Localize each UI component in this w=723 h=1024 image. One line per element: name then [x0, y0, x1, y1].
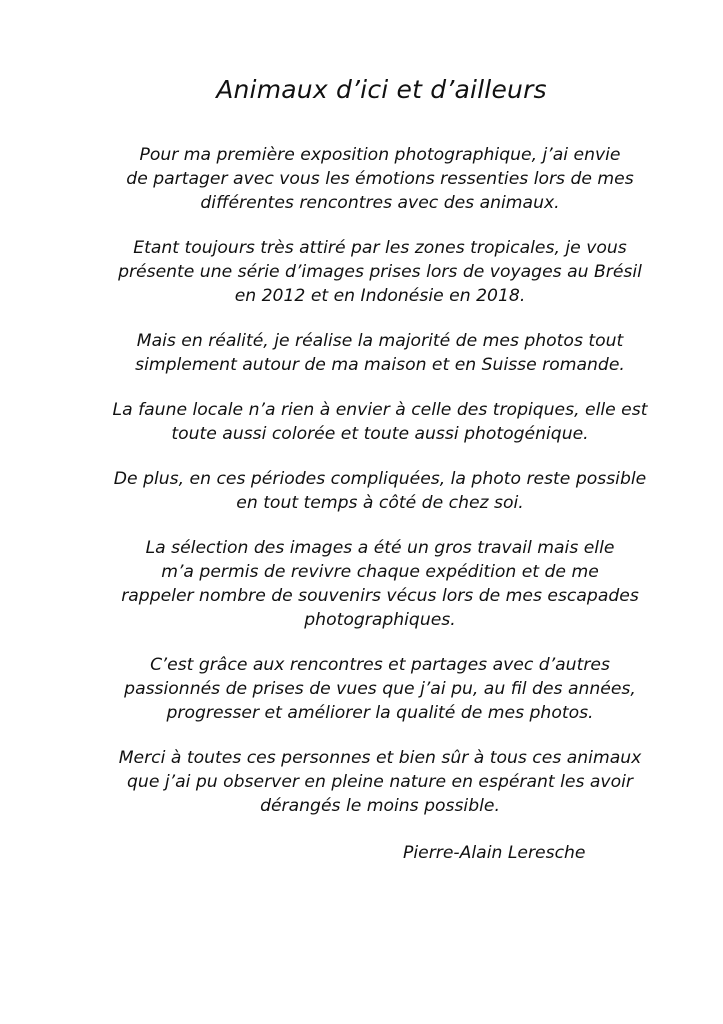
- paragraph-local-fauna: La faune locale n’a rien à envier à celle des tropiques, elle est toute aussi colorée et toute aussi photogénique.: [112, 400, 648, 444]
- author-signature: Pierre-Alain Leresche: [403, 843, 586, 863]
- paragraph-thanks: Merci à toutes ces personnes et bien sûr à tous ces animaux que j’ai pu observer en pleine nature en espérant les avoir dérangés le moins possible.: [118, 748, 642, 816]
- paragraph-encounters: C’est grâce aux rencontres et partages avec d’autres passionnés de prises de vues que j’ai pu, au fil des années, progresser et améliorer la qualité de mes photos.: [124, 655, 636, 723]
- paragraph-tropical: Etant toujours très attiré par les zones tropicales, je vous présente une série d’images prises lors de voyages au Brésil en 2012 et en Indonésie en 2018.: [118, 238, 642, 306]
- paragraph-selection: La sélection des images a été un gros travail mais elle m’a permis de revivre chaque expédition et de me rappeler nombre de souvenirs vécus lors de mes escapades photographiques.: [121, 538, 639, 630]
- paragraph-local-photos: Mais en réalité, je réalise la majorité de mes photos tout simplement autour de ma maison et en Suisse romande.: [135, 331, 625, 375]
- document-body: [80, 143, 680, 839]
- paragraph-complicated-times: De plus, en ces périodes compliquées, la photo reste possible en tout temps à côté de chez soi.: [113, 469, 647, 513]
- paragraph-intro: Pour ma première exposition photographique, j’ai envie de partager avec vous les émotions ressenties lors de mes différentes rencontres avec des animaux.: [126, 145, 634, 213]
- document-title: Animaux d’ici et d’ailleurs: [216, 75, 547, 104]
